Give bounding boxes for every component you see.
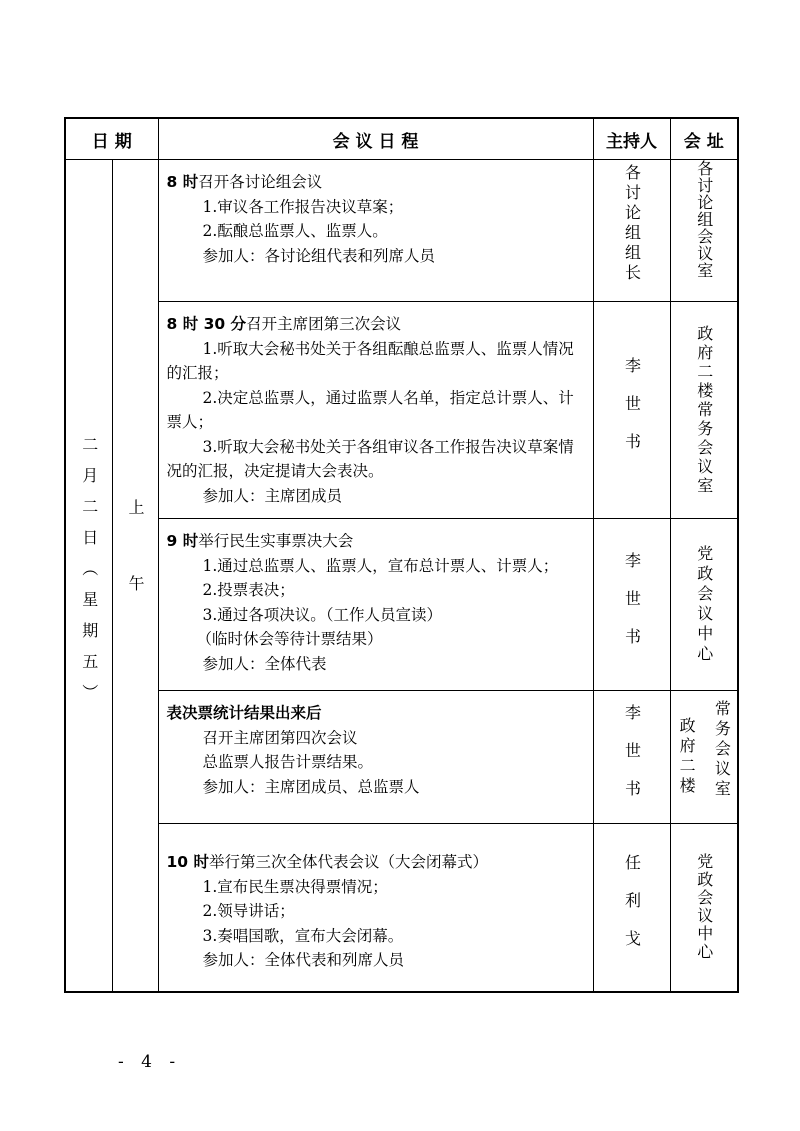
host-cell	[593, 691, 670, 824]
period-cell	[112, 160, 158, 992]
venue-text: 政府二楼	[677, 717, 697, 797]
host-text: 李世书	[622, 704, 642, 818]
agenda-title: 召开各讨论组会议	[198, 173, 323, 191]
table-row	[65, 691, 738, 824]
page-number: - 4 -	[118, 1052, 182, 1072]
table-row	[65, 160, 738, 302]
table-row	[65, 824, 738, 992]
host-cell	[593, 824, 670, 992]
host-text: 各讨论组组长	[622, 164, 642, 284]
venue-text: 各讨论组会议室	[694, 160, 714, 279]
host-text: 任利戈	[622, 854, 642, 969]
agenda-title: 举行民生实事票决大会	[198, 532, 354, 550]
table-row	[65, 519, 738, 691]
agenda-title: 举行第三次全体代表会议（大会闭幕式）	[208, 853, 488, 871]
agenda-line: 2.投票表决；	[202, 581, 295, 599]
agenda-time: 8 时	[166, 173, 199, 191]
venue-cell	[670, 691, 738, 824]
agenda-line: 参加人：各讨论组代表和列席人员	[202, 246, 436, 265]
venue-cell	[670, 302, 738, 519]
header-venue: 会 址	[670, 118, 738, 160]
date-text: 二月二日︵星期五︶	[79, 435, 99, 715]
agenda-line: 1.审议各工作报告决议草案；	[202, 197, 404, 216]
agenda-time: 9 时	[166, 532, 199, 550]
header-host: 主持人	[593, 118, 670, 160]
agenda-line: （临时休会等待计票结果）	[196, 630, 383, 648]
schedule-table	[64, 117, 739, 993]
agenda-cell	[158, 824, 593, 992]
agenda-title: 表决票统计结果出来后	[166, 704, 322, 722]
agenda-time: 8 时 30 分	[166, 315, 247, 333]
host-cell	[593, 519, 670, 691]
agenda-cell	[158, 302, 593, 519]
venue-text: 党政会议中心	[694, 544, 714, 665]
agenda-line: 1.通过总监票人、监票人，宣布总计票人、计票人；	[202, 556, 559, 575]
agenda-line: 2.酝酿总监票人、监票人。	[202, 222, 388, 240]
agenda-line: 参加人：全体代表	[202, 654, 327, 673]
agenda-line: 参加人：全体代表和列席人员	[202, 951, 405, 969]
agenda-cell	[158, 691, 593, 824]
venue-cell	[670, 824, 738, 992]
agenda-line: 总监票人报告计票结果。	[202, 753, 374, 771]
venue-text: 党政会议中心	[694, 853, 714, 962]
date-cell	[65, 160, 112, 992]
header-date: 日 期	[65, 118, 158, 160]
host-cell	[593, 302, 670, 519]
agenda-line: 2.决定总监票人，通过监票人名单，指定总计票人、计票人；	[166, 388, 574, 431]
agenda-line: 参加人：主席团成员	[202, 486, 343, 505]
header-row	[65, 118, 738, 160]
table-row	[65, 302, 738, 519]
venue-text: 政府二楼常务会议室	[694, 324, 714, 496]
header-agenda: 会 议 日 程	[158, 118, 593, 160]
venue-cell	[670, 519, 738, 691]
host-text: 李世书	[622, 551, 642, 666]
agenda-line: 3.通过各项决议。（工作人员宣读）	[202, 605, 443, 624]
period-text: 上午	[126, 499, 145, 652]
agenda-line: 1.听取大会秘书处关于各组酝酿总监票人、监票人情况的汇报；	[166, 339, 574, 382]
agenda-title: 召开主席团第三次会议	[246, 315, 402, 333]
agenda-time: 10 时	[166, 853, 209, 871]
host-text: 李世书	[622, 357, 642, 471]
agenda-line: 3.听取大会秘书处关于各组审议各工作报告决议草案情况的汇报，决定提请大会表决。	[166, 437, 574, 480]
agenda-cell	[158, 519, 593, 691]
agenda-line: 参加人：主席团成员、总监票人	[202, 777, 420, 796]
agenda-line: 1.宣布民生票决得票情况；	[202, 877, 388, 896]
host-cell	[593, 160, 670, 302]
agenda-cell	[158, 160, 593, 302]
venue-text: 常务会议室	[712, 700, 732, 800]
agenda-line: 召开主席团第四次会议	[202, 728, 358, 747]
agenda-line: 2.领导讲话；	[202, 902, 295, 920]
agenda-line: 3.奏唱国歌，宣布大会闭幕。	[202, 926, 404, 945]
venue-cell	[670, 160, 738, 302]
